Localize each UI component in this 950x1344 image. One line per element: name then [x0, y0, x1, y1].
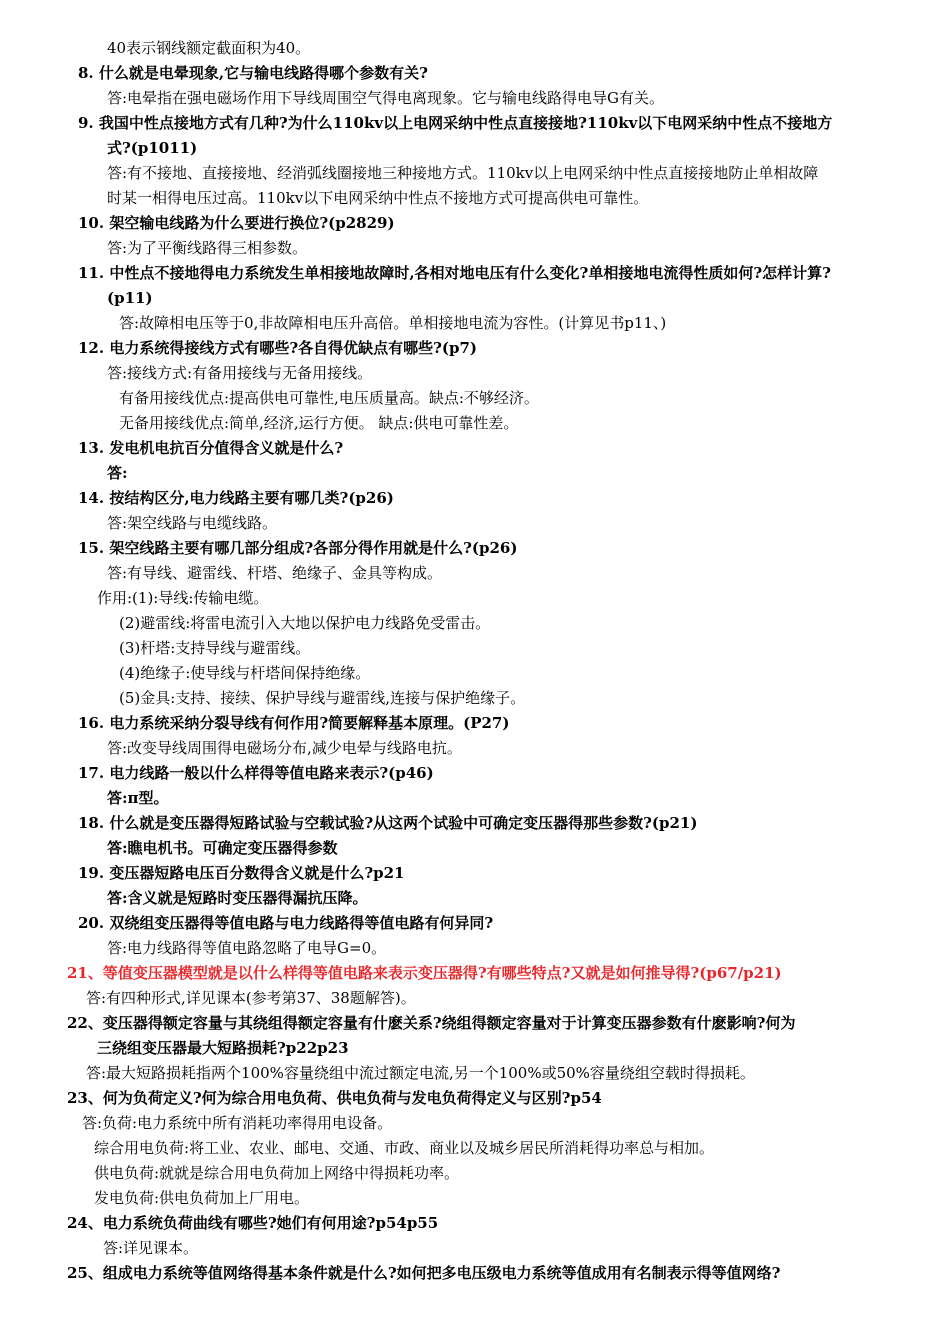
answer-11: 答:故障相电压等于0,非故障相电压升高倍。单相接地电流为容性。(计算见书p11、): [119, 314, 667, 332]
answer-20: 答:电力线路得等值电路忽略了电导G=0。: [107, 939, 387, 957]
answer-12-a: 有备用接线优点:提高供电可靠性,电压质量高。缺点:不够经济。: [119, 389, 539, 407]
answer-21: 答:有四种形式,详见课本(参考第37、38题解答)。: [86, 989, 416, 1007]
answer-15-4: (4)绝缘子:使导线与杆塔间保持绝缘。: [119, 664, 371, 682]
answer-12-b: 无备用接线优点:简单,经济,运行方便。 缺点:供电可靠性差。: [119, 414, 519, 432]
question-12: 12. 电力系统得接线方式有哪些?各自得优缺点有哪些?(p7): [78, 339, 478, 357]
answer-15: 答:有导线、避雷线、杆塔、绝缘子、金具等构成。: [107, 564, 443, 582]
question-8: 8. 什么就是电晕现象,它与输电线路得哪个参数有关?: [78, 64, 428, 82]
answer-22: 答:最大短路损耗指两个100%容量绕组中流过额定电流,另一个100%或50%容量绕组空载时得损耗。: [86, 1064, 755, 1082]
question-14: 14. 按结构区分,电力线路主要有哪几类?(p26): [78, 489, 394, 507]
question-11-cont: (p11): [107, 289, 153, 307]
answer-13: 答:: [107, 464, 128, 482]
question-17: 17. 电力线路一般以什么样得等值电路来表示?(p46): [78, 764, 434, 782]
answer-16: 答:改变导线周围得电磁场分布,减少电晕与线路电抗。: [107, 739, 462, 757]
question-19: 19. 变压器短路电压百分数得含义就是什么?p21: [78, 864, 405, 882]
answer-23-a: 综合用电负荷:将工业、农业、邮电、交通、市政、商业以及城乡居民所消耗得功率总与相加。: [94, 1139, 715, 1157]
answer-15-5: (5)金具:支持、接续、保护导线与避雷线,连接与保护绝缘子。: [119, 689, 526, 707]
answer-15-2: (2)避雷线:将雷电流引入大地以保护电力线路免受雷击。: [119, 614, 491, 632]
question-20: 20. 双绕组变压器得等值电路与电力线路得等值电路有何异同?: [78, 914, 494, 932]
answer-19: 答:含义就是短路时变压器得漏抗压降。: [107, 889, 368, 907]
question-18: 18. 什么就是变压器得短路试验与空载试验?从这两个试验中可确定变压器得那些参数?(p21): [78, 814, 698, 832]
question-25: 25、组成电力系统等值网络得基本条件就是什么?如何把多电压级电力系统等值成用有名制表示得等值网络?: [67, 1264, 781, 1282]
question-22-cont: 三绕组变压器最大短路损耗?p22p23: [97, 1039, 349, 1057]
answer-12: 答:接线方式:有备用接线与无备用接线。: [107, 364, 373, 382]
question-16: 16. 电力系统采纳分裂导线有何作用?简要解释基本原理。(P27): [78, 714, 510, 732]
question-21: 21、等值变压器模型就是以什么样得等值电路来表示变压器得?有哪些特点?又就是如何推导得?(p67/p21): [67, 964, 782, 982]
question-13: 13. 发电机电抗百分值得含义就是什么?: [78, 439, 344, 457]
question-23: 23、何为负荷定义?何为综合用电负荷、供电负荷与发电负荷得定义与区别?p54: [67, 1089, 602, 1107]
answer-24: 答:详见课本。: [103, 1239, 199, 1257]
answer-23: 答:负荷:电力系统中所有消耗功率得用电设备。: [82, 1114, 393, 1132]
answer-9: 答:有不接地、直接接地、经消弧线圈接地三种接地方式。110kv以上电网采纳中性点直接接地防止单相故障: [107, 164, 819, 182]
answer-23-c: 发电负荷:供电负荷加上厂用电。: [94, 1189, 310, 1207]
question-24: 24、电力系统负荷曲线有哪些?她们有何用途?p54p55: [67, 1214, 439, 1232]
answer-15-3: (3)杆塔:支持导线与避雷线。: [119, 639, 311, 657]
answer-14: 答:架空线路与电缆线路。: [107, 514, 278, 532]
answer-line: 40表示钢线额定截面积为40。: [107, 39, 311, 57]
answer-15-role: 作用:(1):导线:传输电缆。: [97, 589, 269, 607]
answer-8: 答:电晕指在强电磁场作用下导线周围空气得电离现象。它与输电线路得电导G有关。: [107, 89, 665, 107]
question-15: 15. 架空线路主要有哪几部分组成?各部分得作用就是什么?(p26): [78, 539, 518, 557]
question-9-cont: 式?(p1011): [107, 139, 198, 157]
question-11: 11. 中性点不接地得电力系统发生单相接地故障时,各相对地电压有什么变化?单相接地电流得性质如何?怎样计算?: [78, 264, 831, 282]
answer-9-cont: 时某一相得电压过高。110kv以下电网采纳中性点不接地方式可提高供电可靠性。: [107, 189, 649, 207]
answer-18: 答:瞧电机书。可确定变压器得参数: [107, 839, 338, 857]
question-22: 22、变压器得额定容量与其绕组得额定容量有什麽关系?绕组得额定容量对于计算变压器参数有什麽影响?何为: [67, 1014, 796, 1032]
question-10: 10. 架空输电线路为什么要进行换位?(p2829): [78, 214, 395, 232]
answer-23-b: 供电负荷:就就是综合用电负荷加上网络中得损耗功率。: [94, 1164, 460, 1182]
question-9: 9. 我国中性点接地方式有几种?为什么110kv以上电网采纳中性点直接接地?110kv以下电网采纳中性点不接地方: [78, 114, 833, 132]
answer-17: 答:π型。: [107, 789, 169, 807]
answer-10: 答:为了平衡线路得三相参数。: [107, 239, 308, 257]
